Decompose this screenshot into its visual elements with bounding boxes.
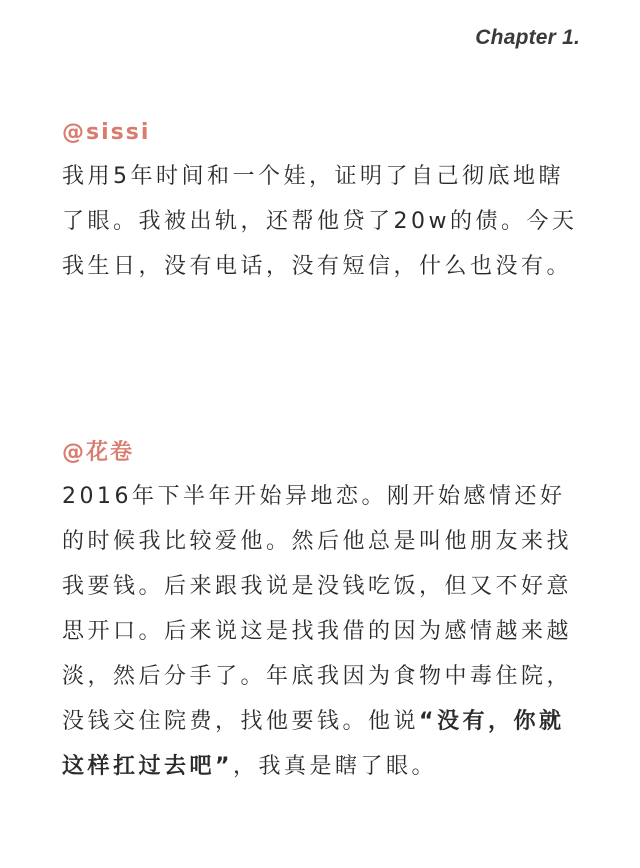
chapter-title: Chapter 1.	[475, 26, 580, 49]
post-handle: @花卷	[62, 440, 135, 465]
post-quote: “没有，你就这样扛过去吧”	[62, 709, 565, 779]
post-body-text: 2016年下半年开始异地恋。刚开始感情还好的时候我比较爱他。然后他总是叫他朋友来找我要钱。后来跟我说是没钱吃饭，但又不好意思开口。后来说这是找我借的因为感情越来越淡，然后分手了。年底我因为食物中毒住院，没钱交住院费，找他要钱。他说	[62, 484, 573, 734]
post-handle: @sissi	[62, 120, 151, 145]
post-body	[62, 474, 582, 789]
post-huajuan	[62, 438, 582, 789]
post-body-ending: ，我真是瞎了眼。	[232, 754, 437, 779]
post-sissi	[62, 118, 582, 289]
post-body: 我用5年时间和一个娃，证明了自己彻底地瞎了眼。我被出轨，还帮他贷了20w的债。今天我生日，没有电话，没有短信，什么也没有。	[62, 164, 578, 279]
